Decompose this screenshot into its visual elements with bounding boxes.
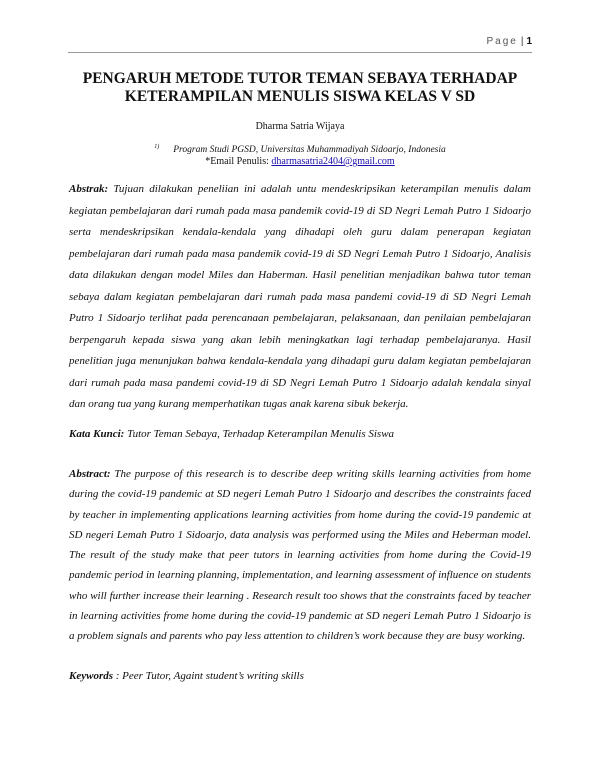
author-name: Dharma Satria Wijaya <box>255 121 345 132</box>
title-line-1: PENGARUH METODE TUTOR TEMAN SEBAYA TERHADAP <box>82 70 518 87</box>
abstrak-text: Tujuan dilakukan peneliian ini adalah untu mendeskripsikan keterampilan menulis dalam kegiatan pembelajaran dari rumah pada masa pandemik covid-19 di SD Negri Lemah Putro 1 Sidoarjo serta mendeskripsikan kendala-kendala yang dihadapi oleh guru dalam penerapan kegiatan pembelajaran dari rumah pada masa pandemik covid-19 di SD Negri Lemah Putro 1 Sidoarjo, Analisis data dilakukan dengan model Miles dan Haberman. Hasil penelitian menjadikan bahwa tutor teman sebaya dalam kegiatan pembelajaran dari rumah pada masa pandemi covid-19 di SD Negri Lemah Putro 1 Sidoarjo terlihat pada perencanaan pembelajaran, pelaksanaan, dan penilaian pembelajaran berpengaruh kepada siswa yang akan lebih meningkatkan lagi terhadap pembelajaranya. Hasil penelitian juga menunjukan bahwa kendala-kendala yang dihadapi guru dalam kegiatan pembelajaran dari rumah pada masa pandemi covid-19 di SD Negri Lemah Putro 1 Sidoarjo adalah kendala sinyal dan orang tua yang kurang memperhatikan tugas anak karena sibuk bekerja. <box>69 183 531 410</box>
page-header <box>486 36 532 47</box>
header-rule <box>68 52 532 53</box>
keywords-text: : Peer Tutor, Againt student’s writing skills <box>115 670 304 682</box>
keywords-line <box>69 670 531 682</box>
email-link[interactable]: dharmasatria2404@gmail.com <box>271 156 395 167</box>
abstrak-paragraph <box>69 179 531 416</box>
abstract-paragraph <box>69 464 531 647</box>
affiliation-mark: 1) <box>154 144 160 150</box>
abstrak-label: Abstrak: <box>69 183 109 195</box>
abstract-text: The purpose of this research is to describe deep writing skills learning activities from home during the covid-19 pandemic at SD negeri Lemah Putro 1 Sidoarjo and describes the constraints faced by teacher in implementing applications learning activities from home during the covid-19 pandemic at SD negeri Lemah Putro 1 Sidoarjo, data analysis was performed using the Miles and Heberman model. The result of the study make that peer tutors in learning activities from home during the Covid-19 pandemic period in learning planning, implementation, and learning assessment of influence on students who will further increase their learning . Research result too shows that the constraints faced by teacher in learning activities frome home during the covid-19 pandemic at SD negeri Lemah Putro 1 Sidoarjo is a problem signals and parents who pay less attention to children’s work because they are busy working. <box>69 468 531 643</box>
affiliation <box>0 144 600 155</box>
kata-kunci-text: Tutor Teman Sebaya, Terhadap Keterampilan Menulis Siswa <box>127 428 395 440</box>
kata-kunci-line <box>69 428 531 440</box>
paper-title <box>50 70 550 106</box>
email-line <box>0 156 600 167</box>
header-separator: | <box>520 36 524 47</box>
affiliation-text: Program Studi PGSD, Universitas Muhammadiyah Sidoarjo, Indonesia <box>173 145 446 156</box>
page-number: 1 <box>526 36 532 47</box>
page-label: Page <box>486 36 518 47</box>
title-line-2: KETERAMPILAN MENULIS SISWA KELAS V SD <box>124 88 476 105</box>
keywords-label: Keywords <box>69 670 113 682</box>
email-label: *Email Penulis: <box>205 156 269 167</box>
abstract-label: Abstract: <box>69 468 111 480</box>
kata-kunci-label: Kata Kunci: <box>69 428 125 440</box>
